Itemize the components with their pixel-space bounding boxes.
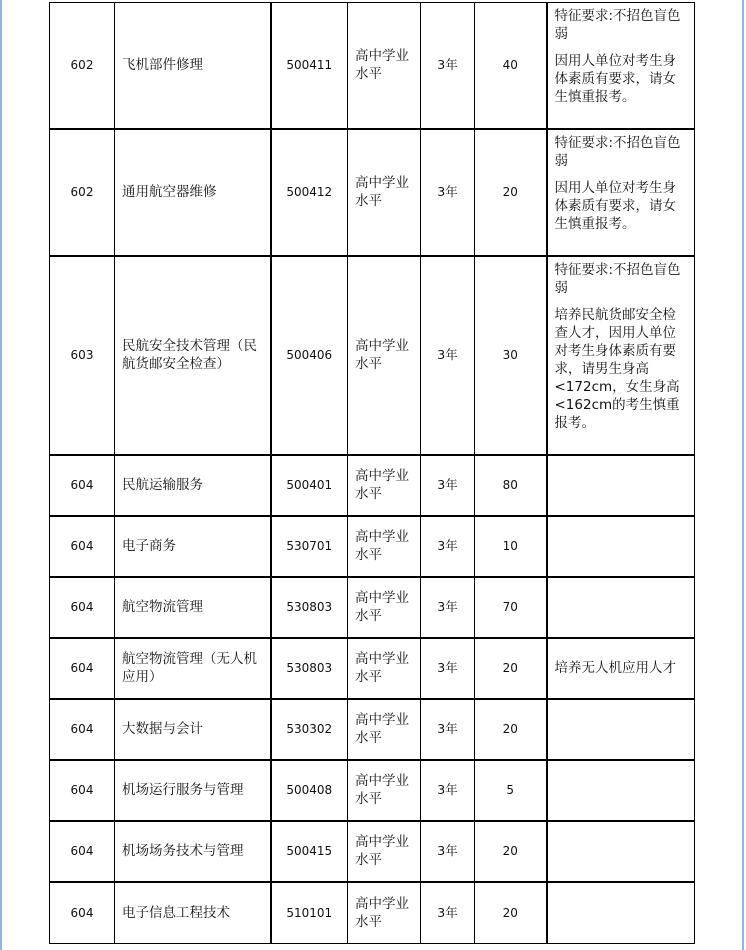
- program-code-cell: 604: [50, 577, 115, 638]
- level-requirement-cell: 高中学业水平: [348, 638, 421, 699]
- quota-cell: 5: [475, 760, 547, 821]
- major-code-cell: 500408: [271, 760, 348, 821]
- notes-cell: [547, 455, 695, 516]
- program-code-cell: 602: [50, 3, 115, 129]
- note-text: 培养民航货邮安全检查人才，因用人单位对考生身体素质有要求，请男生身高<172cm，女生身高<162cm的考生慎重报考。: [554, 306, 680, 431]
- quota-cell: 20: [475, 638, 547, 699]
- table-row: [50, 882, 695, 944]
- window-border-right: [742, 0, 744, 950]
- program-code-cell: 602: [50, 129, 115, 256]
- major-name-cell: 民航运输服务: [115, 455, 271, 516]
- notes-cell: [547, 577, 695, 638]
- table-row: [50, 455, 695, 516]
- major-name-cell: 航空物流管理（无人机应用）: [115, 638, 271, 699]
- major-code-cell: 530803: [271, 638, 348, 699]
- level-requirement-cell: 高中学业水平: [348, 760, 421, 821]
- notes-cell: [547, 638, 695, 699]
- major-code-cell: 500412: [271, 129, 348, 256]
- duration-cell: 3年: [421, 516, 475, 577]
- major-name-cell: 大数据与会计: [115, 699, 271, 760]
- table-row: [50, 577, 695, 638]
- level-requirement-cell: 高中学业水平: [348, 821, 421, 882]
- level-requirement-cell: 高中学业水平: [348, 882, 421, 944]
- major-name-cell: 机场运行服务与管理: [115, 760, 271, 821]
- table-body: [50, 3, 695, 944]
- major-name-cell: 电子商务: [115, 516, 271, 577]
- table-row: [50, 638, 695, 699]
- major-code-cell: 500401: [271, 455, 348, 516]
- quota-cell: 10: [475, 516, 547, 577]
- major-name-cell: 航空物流管理: [115, 577, 271, 638]
- table-row: [50, 516, 695, 577]
- notes-cell: [547, 882, 695, 944]
- major-name-cell: 通用航空器维修: [115, 129, 271, 256]
- duration-cell: 3年: [421, 3, 475, 129]
- major-name-cell: 飞机部件修理: [115, 3, 271, 129]
- note-text: 特征要求:不招色盲色弱: [554, 261, 681, 296]
- duration-cell: 3年: [421, 256, 475, 455]
- notes-cell: [547, 699, 695, 760]
- program-code-cell: 604: [50, 821, 115, 882]
- window-border-left: [0, 0, 2, 950]
- major-code-cell: 530302: [271, 699, 348, 760]
- level-requirement-cell: 高中学业水平: [348, 577, 421, 638]
- quota-cell: 20: [475, 129, 547, 256]
- duration-cell: 3年: [421, 638, 475, 699]
- quota-cell: 70: [475, 577, 547, 638]
- quota-cell: 30: [475, 256, 547, 455]
- major-name-cell: 机场场务技术与管理: [115, 821, 271, 882]
- level-requirement-cell: 高中学业水平: [348, 3, 421, 129]
- duration-cell: 3年: [421, 699, 475, 760]
- duration-cell: 3年: [421, 577, 475, 638]
- program-code-cell: 604: [50, 882, 115, 944]
- level-requirement-cell: 高中学业水平: [348, 129, 421, 256]
- major-code-cell: 530803: [271, 577, 348, 638]
- notes-cell: [547, 516, 695, 577]
- table-row: [50, 256, 695, 455]
- duration-cell: 3年: [421, 129, 475, 256]
- duration-cell: 3年: [421, 455, 475, 516]
- quota-cell: 20: [475, 882, 547, 944]
- major-code-cell: 500411: [271, 3, 348, 129]
- level-requirement-cell: 高中学业水平: [348, 516, 421, 577]
- note-text: 特征要求:不招色盲色弱: [554, 134, 681, 169]
- table-row: [50, 129, 695, 256]
- notes-cell: [547, 3, 695, 129]
- level-requirement-cell: 高中学业水平: [348, 256, 421, 455]
- program-code-cell: 603: [50, 256, 115, 455]
- program-code-cell: 604: [50, 699, 115, 760]
- note-text: 因用人单位对考生身体素质有要求，请女生慎重报考。: [554, 53, 676, 105]
- note-text: 特征要求:不招色盲色弱: [554, 8, 681, 42]
- duration-cell: 3年: [421, 760, 475, 821]
- notes-cell: [547, 760, 695, 821]
- table-row: [50, 3, 695, 129]
- level-requirement-cell: 高中学业水平: [348, 455, 421, 516]
- quota-cell: 20: [475, 821, 547, 882]
- program-code-cell: 604: [50, 455, 115, 516]
- quota-cell: 20: [475, 699, 547, 760]
- quota-cell: 40: [475, 3, 547, 129]
- duration-cell: 3年: [421, 821, 475, 882]
- table-row: [50, 699, 695, 760]
- level-requirement-cell: 高中学业水平: [348, 699, 421, 760]
- major-name-cell: 电子信息工程技术: [115, 882, 271, 944]
- program-code-cell: 604: [50, 638, 115, 699]
- major-code-cell: 500406: [271, 256, 348, 455]
- enrollment-plan-table: [49, 2, 695, 944]
- program-code-cell: 604: [50, 760, 115, 821]
- major-code-cell: 510101: [271, 882, 348, 944]
- duration-cell: 3年: [421, 882, 475, 944]
- notes-cell: [547, 256, 695, 455]
- notes-cell: [547, 821, 695, 882]
- quota-cell: 80: [475, 455, 547, 516]
- major-code-cell: 530701: [271, 516, 348, 577]
- table-row: [50, 821, 695, 882]
- table-row: [50, 760, 695, 821]
- notes-cell: [547, 129, 695, 256]
- major-name-cell: 民航安全技术管理（民航货邮安全检查）: [115, 256, 271, 455]
- major-code-cell: 500415: [271, 821, 348, 882]
- program-code-cell: 604: [50, 516, 115, 577]
- note-text: 因用人单位对考生身体素质有要求，请女生慎重报考。: [554, 179, 676, 232]
- note-text: 培养无人机应用人才: [554, 660, 676, 676]
